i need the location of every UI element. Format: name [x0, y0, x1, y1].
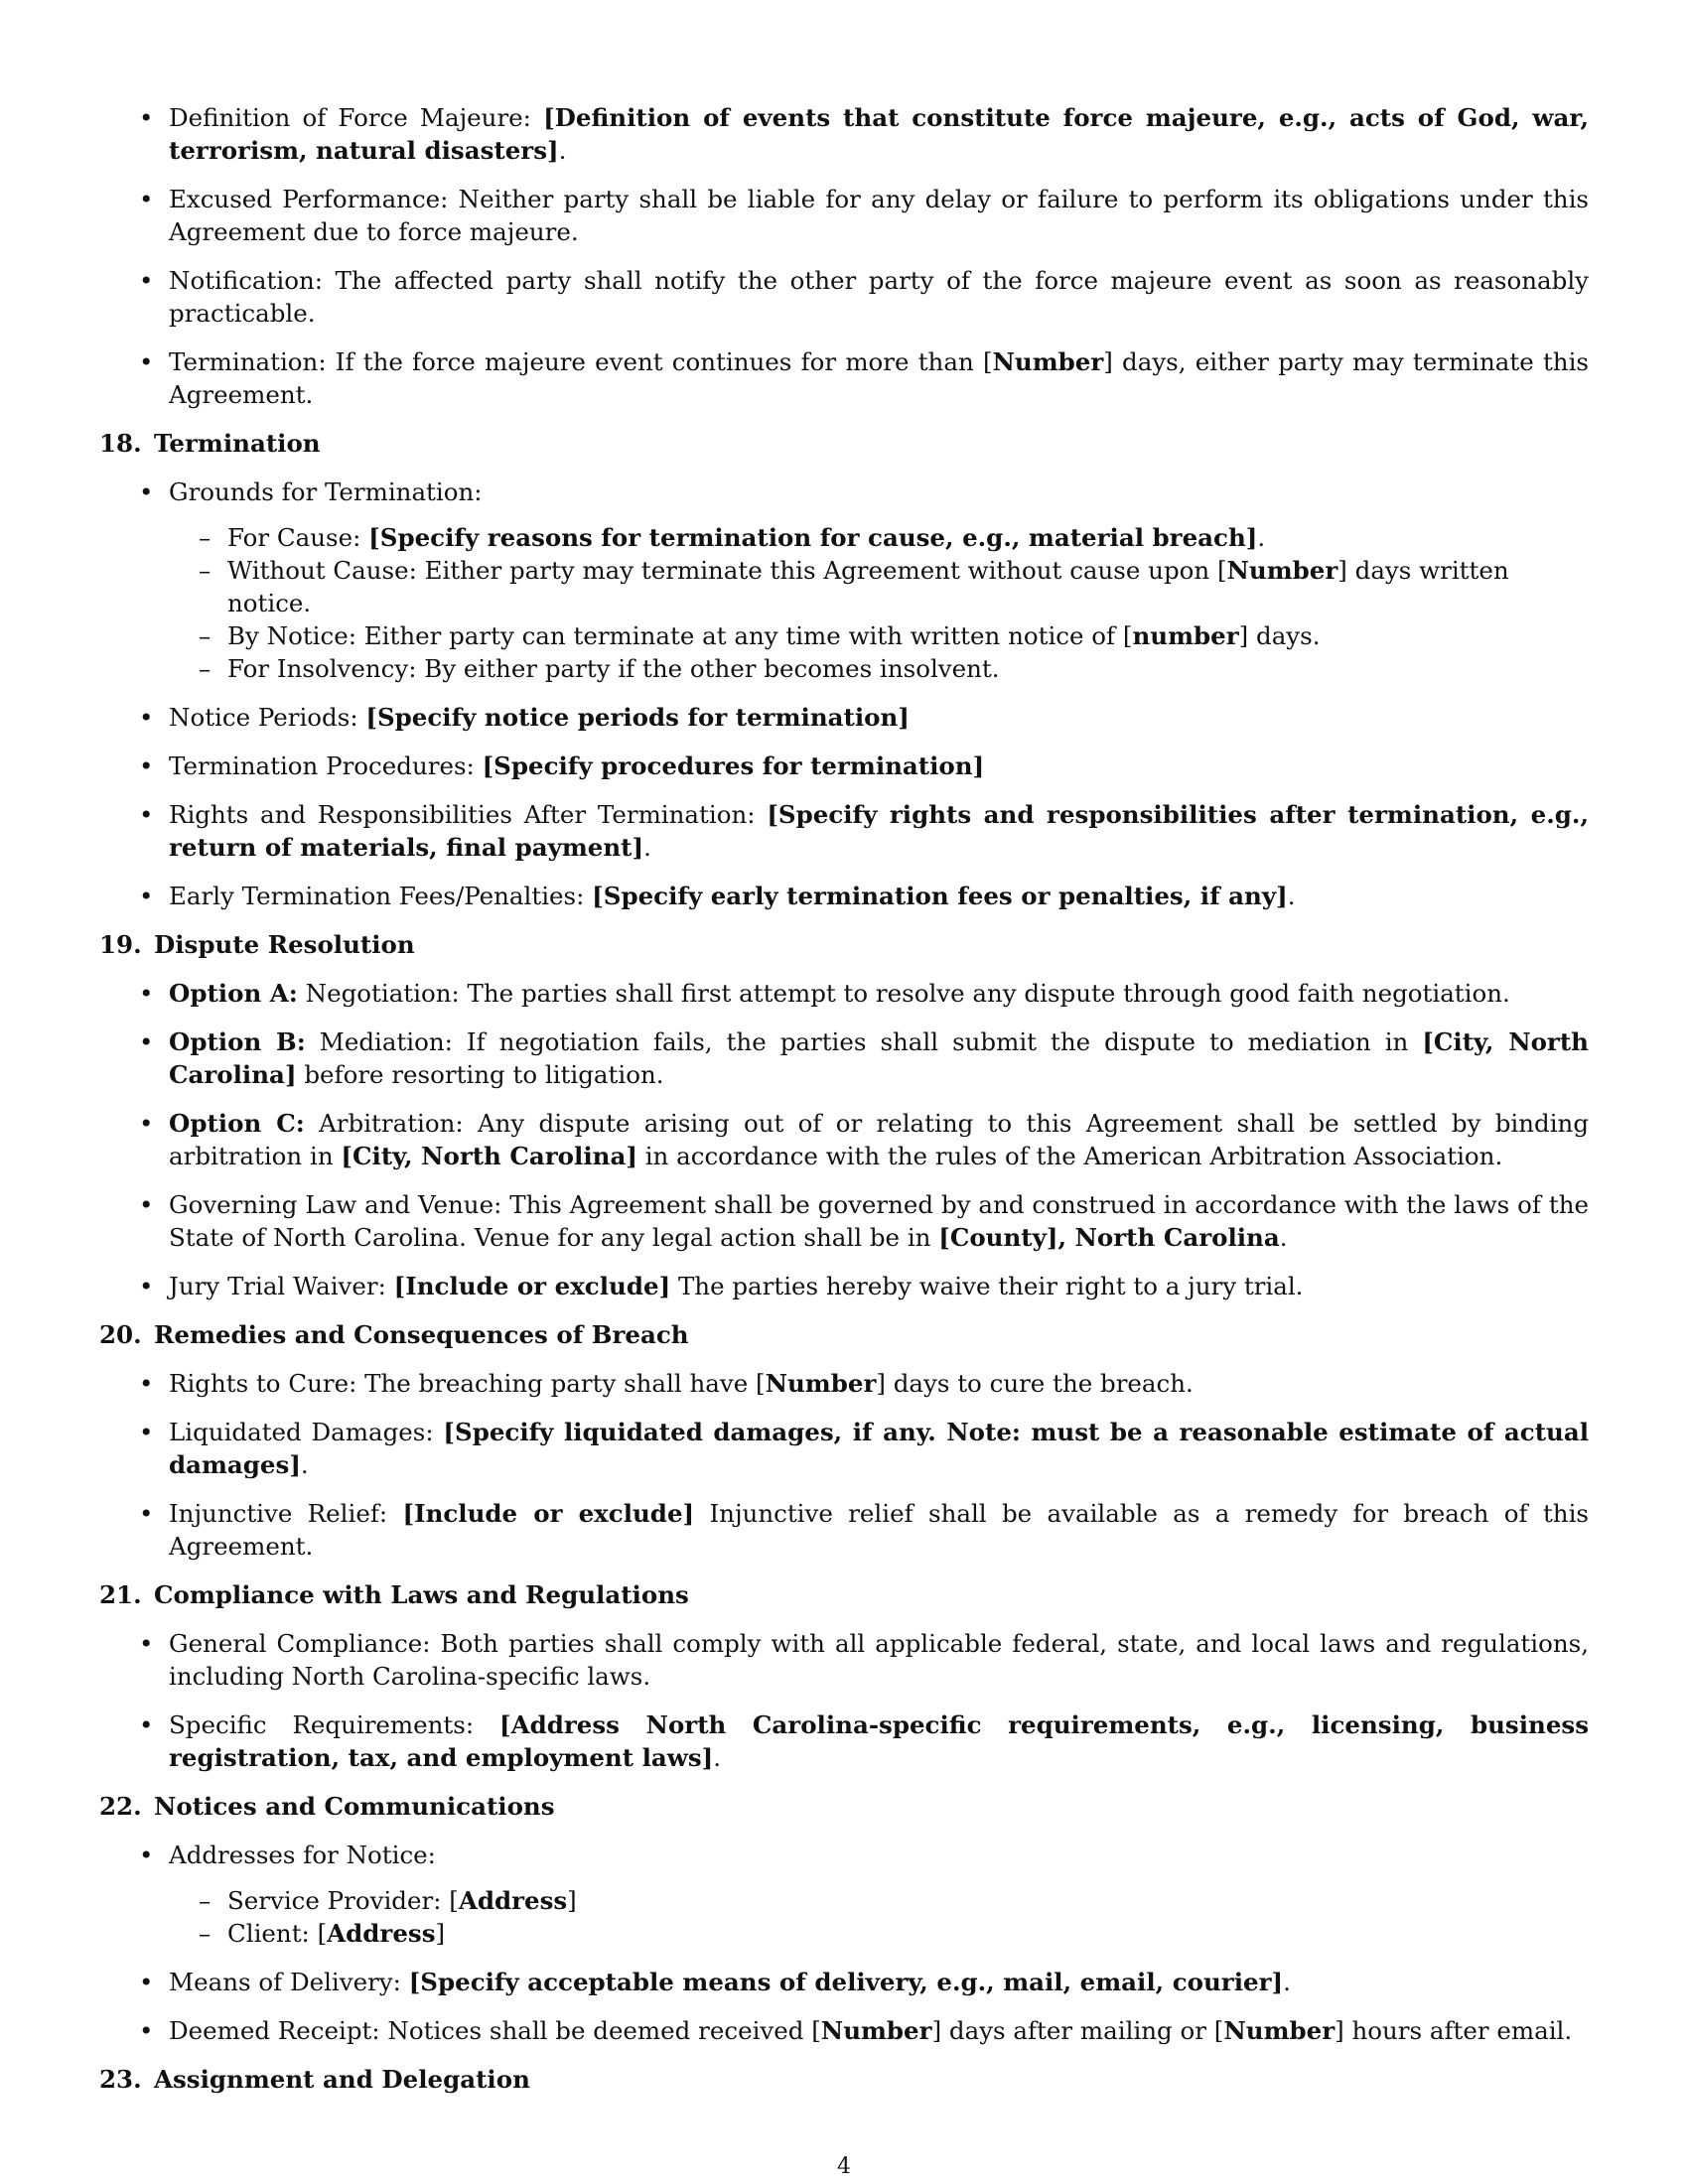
- bullet-injunctive-relief: • Injunctive Relief: [Include or exclude] Injunctive relief shall be available as a remedy for breach of this Agreement.: [99, 1497, 1589, 1563]
- sublist-addresses: [99, 1884, 1589, 1950]
- bullet-jury-trial-waiver: • Jury Trial Waiver: [Include or exclude] The parties hereby waive their right to a jury trial.: [99, 1270, 1589, 1302]
- bullet-text: Arbitration: Any dispute arising out of or relating to this Agreement shall be settled by binding arbitration in: [169, 1109, 1589, 1170]
- section-number: 22.: [99, 1792, 142, 1821]
- section-heading-assignment: [99, 2063, 1589, 2096]
- placeholder-address: Address: [458, 1886, 568, 1915]
- bullet-label: Termination Procedures:: [169, 751, 475, 780]
- bullet-text: days after mailing or: [948, 2016, 1206, 2045]
- bullet-option-b: • Option B: Mediation: If negotiation fails, the parties shall submit the dispute to mediation in [City, North Carolina] before resorting to litigation.: [99, 1025, 1589, 1091]
- placeholder-city: City, North Carolina: [169, 1027, 1589, 1089]
- bullet-rights-after-termination: • Rights and Responsibilities After Termination: [Specify rights and responsibilities after termination, e.g., return of materials, final payment].: [99, 798, 1589, 864]
- bullet-text: Notification: The affected party shall notify the other party of the force majeure event as soon as reasonably practicable.: [169, 266, 1589, 328]
- sub-item-for-cause: – For Cause: [Specify reasons for termination for cause, e.g., material breach].: [99, 521, 1589, 554]
- bullet-text: hours after email.: [1351, 2016, 1573, 2045]
- bullet-definition-force-majeure: • Definition of Force Majeure: [Definition of events that constitute force majeure, e.g., acts of God, war, terrorism, natural disasters].: [99, 101, 1589, 167]
- placeholder-city: City, North Carolina: [352, 1142, 627, 1170]
- page-number: 4: [837, 2154, 851, 2179]
- placeholder-number: Number: [820, 2016, 932, 2045]
- bullet-liquidated-damages: • Liquidated Damages: [Specify liquidated damages, if any. Note: must be a reasonable estimate of actual damages].: [99, 1416, 1589, 1481]
- section-title: Assignment and Delegation: [154, 2065, 530, 2094]
- sublist-grounds: [99, 521, 1589, 685]
- bullet-text: The parties hereby waive their right to a jury trial.: [677, 1272, 1304, 1300]
- bullet-label: Means of Delivery:: [169, 1968, 401, 1996]
- placeholder-reasons: Specify reasons for termination for cause, e.g., material breach: [379, 523, 1246, 552]
- state-name: , North Carolina: [1057, 1223, 1280, 1252]
- bullet-text: days to cure the breach.: [893, 1369, 1194, 1398]
- bullet-label: Liquidated Damages:: [169, 1418, 434, 1446]
- bullet-label: Early Termination Fees/Penalties:: [169, 882, 585, 910]
- option-label: Option A:: [169, 979, 298, 1008]
- bullet-text: Grounds for Termination:: [169, 478, 483, 506]
- bullet-label: Jury Trial Waiver:: [169, 1272, 386, 1300]
- sub-text: Without Cause: Either party may terminate this Agreement without cause upon: [227, 556, 1210, 585]
- section-number: 19.: [99, 930, 142, 959]
- section-heading-notices: [99, 1790, 1589, 1823]
- bullet-general-compliance: [99, 1627, 1589, 1693]
- bullet-specific-requirements: • Specific Requirements: [Address North Carolina-specific requirements, e.g., licensing, business registration, tax, and employment laws].: [99, 1708, 1589, 1774]
- bullet-notice-periods: • Notice Periods: [Specify notice periods for termination]: [99, 701, 1589, 734]
- bullet-grounds-for-termination: [99, 476, 1589, 508]
- bullet-label: Injunctive Relief:: [169, 1499, 388, 1528]
- sub-item-without-cause: – Without Cause: Either party may terminate this Agreement without cause upon [Number] days written notice.: [99, 554, 1589, 619]
- placeholder-number: Number: [992, 347, 1104, 376]
- bullet-governing-law: • Governing Law and Venue: This Agreement shall be governed by and construed in accordance with the laws of the State of North Carolina. Venue for any legal action shall be in [County], North Carolina.: [99, 1188, 1589, 1254]
- placeholder-number: Number: [1223, 2016, 1336, 2045]
- section-heading-termination: [99, 427, 1589, 460]
- bullet-option-a: [99, 977, 1589, 1010]
- placeholder-definition: Definition of events that constitute force majeure, e.g., acts of God, war, terrorism, natural disasters: [169, 103, 1589, 165]
- placeholder-fees: Specify early termination fees or penalties, if any: [603, 882, 1277, 910]
- bullet-text: in accordance with the rules of the American Arbitration Association.: [644, 1142, 1503, 1170]
- sub-text: days.: [1256, 621, 1321, 650]
- bullet-early-termination-fees: • Early Termination Fees/Penalties: [Specify early termination fees or penalties, if any].: [99, 880, 1589, 912]
- bullet-text: Excused Performance: Neither party shall be liable for any delay or failure to perform its obligations under this Agreement due to force majeure.: [169, 185, 1589, 246]
- bullet-deemed-receipt: • Deemed Receipt: Notices shall be deemed received [Number] days after mailing or [Number] hours after email.: [99, 2014, 1589, 2047]
- placeholder-rights: Specify rights and responsibilities after termination, e.g., return of materials, final payment: [169, 800, 1589, 862]
- section-number: 21.: [99, 1580, 142, 1609]
- sub-item-service-provider: – Service Provider: [Address]: [99, 1884, 1589, 1917]
- bullet-label: Specific Requirements:: [169, 1710, 475, 1739]
- bullet-text: Mediation: If negotiation fails, the parties shall submit the dispute to mediation in: [319, 1027, 1409, 1056]
- sub-item-for-insolvency: [99, 652, 1589, 685]
- bullet-text: Addresses for Notice:: [169, 1841, 436, 1869]
- bullet-text: Termination: If the force majeure event continues for more than: [169, 347, 974, 376]
- placeholder-number: Number: [765, 1369, 877, 1398]
- section-title: Notices and Communications: [154, 1792, 555, 1821]
- sub-label: For Cause:: [227, 523, 361, 552]
- placeholder-address: Address: [327, 1919, 436, 1948]
- placeholder-include-exclude: Include or exclude: [405, 1272, 659, 1300]
- placeholder-county: County: [949, 1223, 1047, 1252]
- bullet-option-c: • Option C: Arbitration: Any dispute arising out of or relating to this Agreement shall be settled by binding arbitration in [City, North Carolina] in accordance with the rules of the American Arbitration Association.: [99, 1107, 1589, 1172]
- section-heading-compliance: [99, 1578, 1589, 1611]
- bullet-label: Definition of Force Majeure:: [169, 103, 531, 132]
- bullet-text: Negotiation: The parties shall first attempt to resolve any dispute through good faith negotiation.: [305, 979, 1510, 1008]
- section-heading-remedies: [99, 1318, 1589, 1351]
- section-heading-dispute-resolution: [99, 928, 1589, 961]
- sub-item-client: – Client: [Address]: [99, 1917, 1589, 1950]
- option-label: Option C:: [169, 1109, 305, 1138]
- placeholder-number: Number: [1226, 556, 1338, 585]
- placeholder-procedures: Specify procedures for termination: [493, 751, 973, 780]
- bullet-excused-performance: [99, 183, 1589, 248]
- bullet-rights-to-cure: • Rights to Cure: The breaching party shall have [Number] days to cure the breach.: [99, 1367, 1589, 1400]
- section-number: 18.: [99, 429, 142, 458]
- bullet-text: Injunctive relief shall be available as a remedy for breach of this Agreement.: [169, 1499, 1589, 1561]
- bullet-text: Governing Law and Venue: This Agreement shall be governed by and construed in accordance with the laws of the State of North Carolina. Venue for any legal action shall be in: [169, 1190, 1589, 1252]
- bullet-text: before resorting to litigation.: [304, 1060, 664, 1089]
- bullet-label: Notice Periods:: [169, 703, 358, 732]
- sub-label: Client:: [227, 1919, 310, 1948]
- bullet-text: days, either party may terminate this Agreement.: [169, 347, 1589, 409]
- placeholder-damages: Specify liquidated damages, if any. Note: must be a reasonable estimate of actual damages: [169, 1418, 1589, 1479]
- placeholder-requirements: Address North Carolina-specific requirements, e.g., licensing, business registration, tax, and employment laws: [169, 1710, 1589, 1772]
- bullet-text: Deemed Receipt: Notices shall be deemed received: [169, 2016, 804, 2045]
- bullet-means-of-delivery: • Means of Delivery: [Specify acceptable means of delivery, e.g., mail, email, courier].: [99, 1966, 1589, 1998]
- bullet-force-majeure-termination: • Termination: If the force majeure event continues for more than [Number] days, either party may terminate this Agreement.: [99, 345, 1589, 411]
- bullet-notification: [99, 264, 1589, 330]
- placeholder-delivery: Specify acceptable means of delivery, e.g., mail, email, courier: [420, 1968, 1272, 1996]
- sub-text: By Notice: Either party can terminate at any time with written notice of: [227, 621, 1116, 650]
- bullet-addresses-for-notice: [99, 1839, 1589, 1871]
- section-title: Termination: [154, 429, 321, 458]
- sub-item-by-notice: – By Notice: Either party can terminate at any time with written notice of [number] days.: [99, 619, 1589, 652]
- sub-text: For Insolvency: By either party if the other becomes insolvent.: [227, 654, 1000, 683]
- placeholder-include-exclude: Include or exclude: [414, 1499, 683, 1528]
- option-label: Option B:: [169, 1027, 306, 1056]
- bullet-label: Rights and Responsibilities After Termination:: [169, 800, 756, 829]
- sub-label: Service Provider:: [227, 1886, 442, 1915]
- bullet-text: General Compliance: Both parties shall comply with all applicable federal, state, and local laws and regulations, including North Carolina-specific laws.: [169, 1629, 1589, 1691]
- document-body: [99, 101, 1589, 2112]
- sub-text: days written notice.: [227, 556, 1509, 617]
- bullet-termination-procedures: • Termination Procedures: [Specify procedures for termination]: [99, 750, 1589, 782]
- section-title: Dispute Resolution: [154, 930, 415, 959]
- section-number: 23.: [99, 2065, 142, 2094]
- placeholder-number: number: [1132, 621, 1239, 650]
- section-title: Compliance with Laws and Regulations: [154, 1580, 689, 1609]
- placeholder-notice-periods: Specify notice periods for termination: [376, 703, 899, 732]
- section-number: 20.: [99, 1320, 142, 1349]
- section-title: Remedies and Consequences of Breach: [154, 1320, 689, 1349]
- bullet-text: Rights to Cure: The breaching party shall have: [169, 1369, 749, 1398]
